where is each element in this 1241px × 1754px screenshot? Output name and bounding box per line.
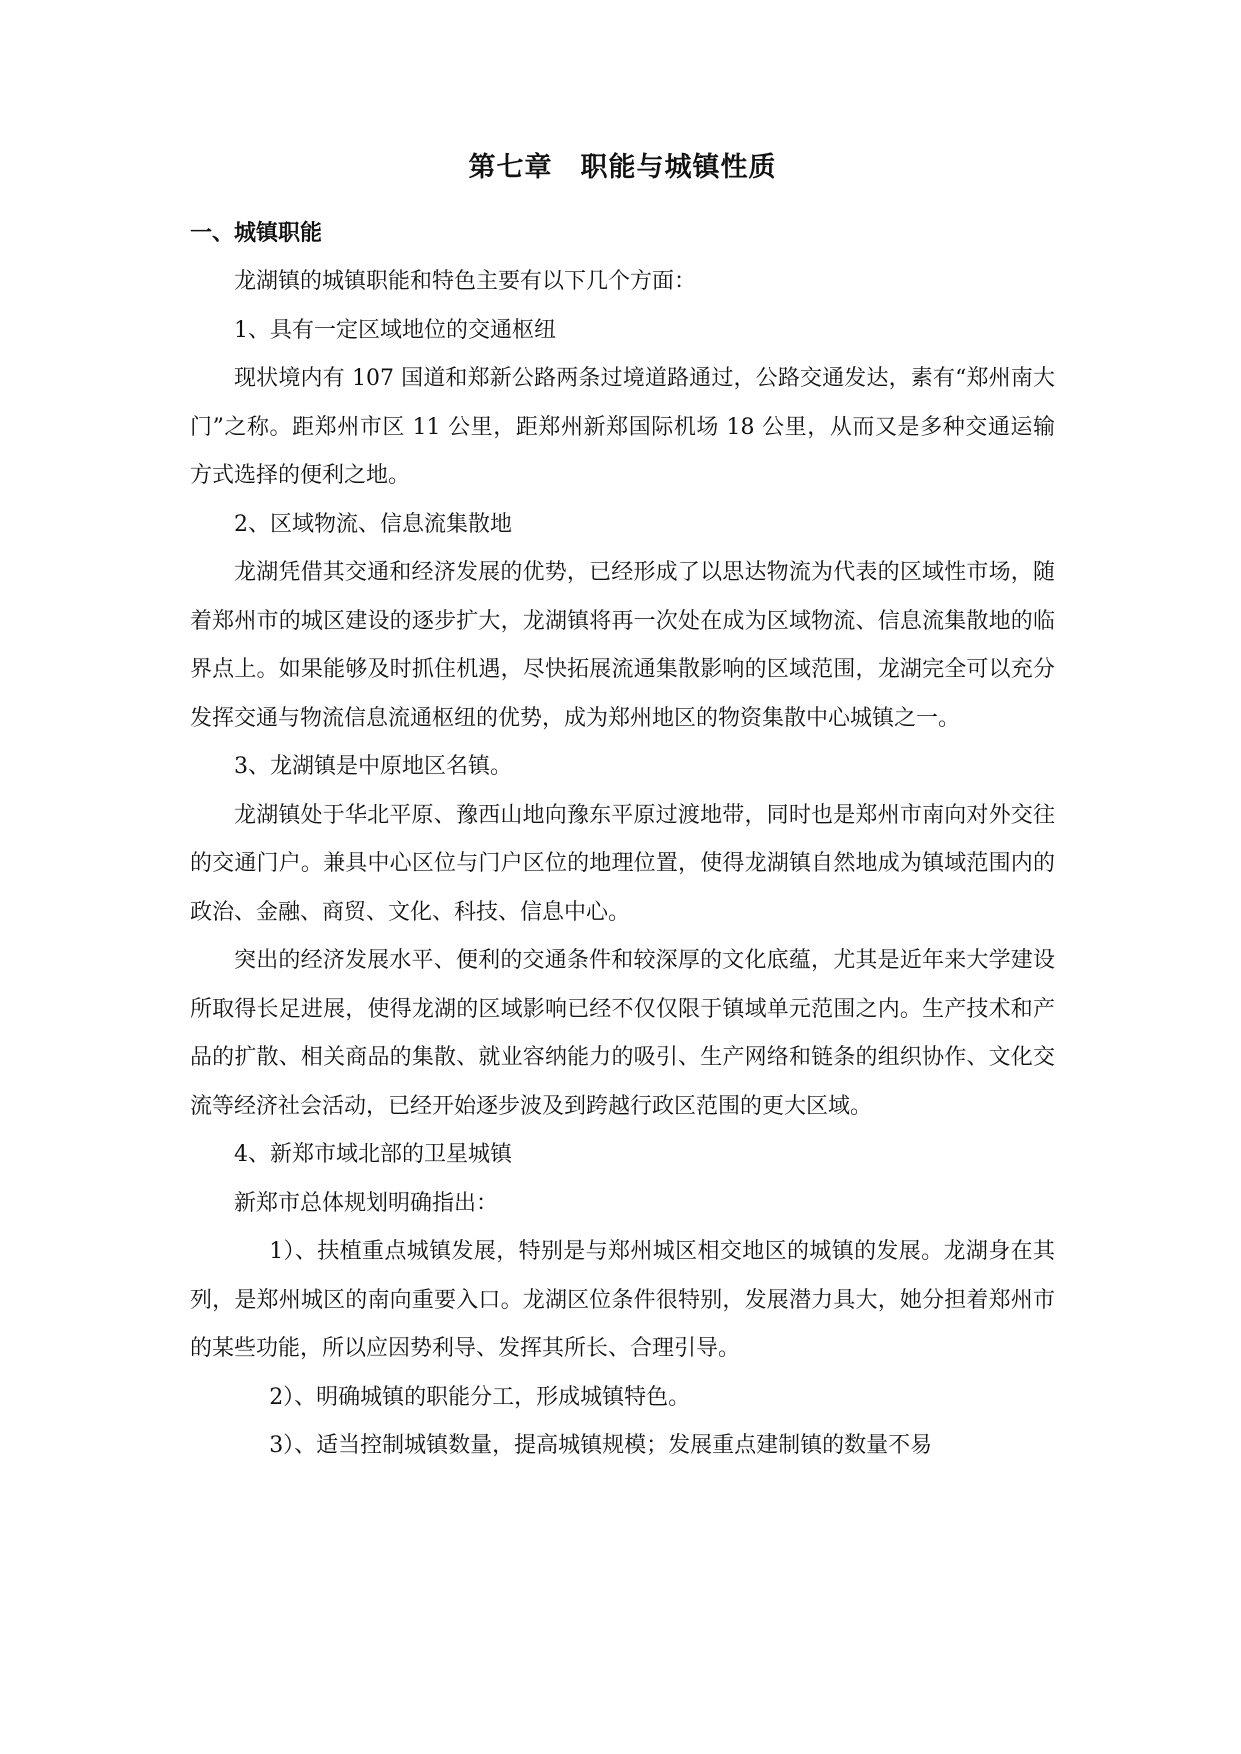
- item-4-heading: 4、新郑市域北部的卫星城镇: [234, 1142, 512, 1167]
- item-3-body-2: 突出的经济发展水平、便利的交通条件和较深厚的文化底蕴，尤其是近年来大学建设所取得长足进展，使得龙湖的区域影响已经不仅仅限于镇域单元范围之内。生产技术和产品的扩散、相关商品的集散、就业容纳能力的吸引、生产网络和链条的组织协作、文化交流等经济社会活动，已经开始逐步波及到跨越行政区范围的更大区域。: [190, 948, 1055, 1119]
- item-1-body: 现状境内有 107 国道和郑新公路两条过境道路通过，公路交通发达，素有“郑州南大门”之称。距郑州市区 11 公里，距郑州新郑国际机场 18 公里，从而又是多种交通运输方式选择的便利之地。: [190, 366, 1055, 488]
- item-1-heading: 1、具有一定区域地位的交通枢纽: [234, 317, 556, 343]
- item-4-intro: 新郑市总体规划明确指出：: [234, 1190, 499, 1216]
- item-2-heading: 2、区域物流、信息流集散地: [234, 511, 512, 537]
- subitem-3: 3）、适当控制城镇数量，提高城镇规模；发展重点建制镇的数量不易: [269, 1433, 933, 1458]
- document-page: [190, 150, 1055, 1471]
- subitem-2: 2）、明确城镇的职能分工，形成城镇特色。: [269, 1384, 691, 1410]
- section-heading-city-functions: 一、城镇职能: [190, 221, 323, 246]
- subitem-1: 1）、扶植重点城镇发展，特别是与郑州城区相交地区的城镇的发展。龙湖身在其列，是郑州城区的南向重要入口。龙湖区位条件很特别，发展潜力具大，她分担着郑州市的某些功能，所以应因势利导、发挥其所长、合理引导。: [190, 1239, 1055, 1361]
- item-3-heading: 3、龙湖镇是中原地区名镇。: [234, 754, 512, 779]
- chapter-title: 第七章 职能与城镇性质: [468, 152, 777, 183]
- item-2-body: 龙湖凭借其交通和经济发展的优势，已经形成了以思达物流为代表的区域性市场，随着郑州市的城区建设的逐步扩大，龙湖镇将再一次处在成为区域物流、信息流集散地的临界点上。如果能够及时抓住机遇，尽快拓展流通集散影响的区域范围，龙湖完全可以充分发挥交通与物流信息流通枢纽的优势，成为郑州地区的物资集散中心城镇之一。: [190, 560, 1055, 731]
- item-3-body-1: 龙湖镇处于华北平原、豫西山地向豫东平原过渡地带，同时也是郑州市南向对外交往的交通门户。兼具中心区位与门户区位的地理位置，使得龙湖镇自然地成为镇域范围内的政治、金融、商贸、文化、科技、信息中心。: [190, 802, 1055, 925]
- intro-paragraph: 龙湖镇的城镇职能和特色主要有以下几个方面：: [234, 269, 697, 294]
